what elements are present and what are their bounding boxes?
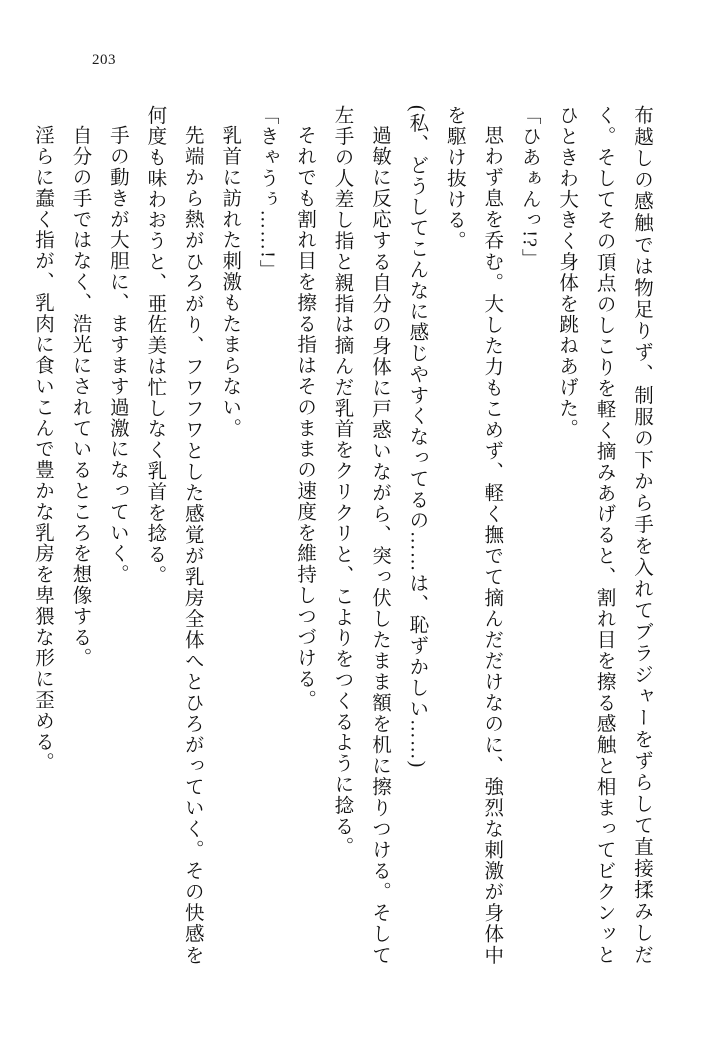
paragraph: 布越しの感触では物足りず、制服の下から手を入れてブラジャーをずらして直接揉みしだく。そしてその頂点のしこりを軽く摘みあげると、割れ目を擦る感触と相まってビクンッとひときわ大きく身体を跳ねあげた。 (556, 105, 652, 965)
paragraph: 思わず息を呑む。大した力もこめず、軽く撫でて摘んだだけなのに、強烈な刺激が身体中を駆け抜ける。 (443, 105, 503, 965)
vertical-text-body (32, 105, 660, 965)
paragraph: 「きゃうぅ……!」 (256, 105, 278, 281)
paragraph: 自分の手ではなく、浩光にされているところを想像する。 (69, 124, 91, 668)
paragraph: 先端から熱がひろがり、フワフワとした感覚が乳房全体へとひろがっていく。その快感を何度も味わおうと、亜佐美は忙しなく乳首を捻る。 (144, 105, 203, 965)
paragraph: 淫らに蠢く指が、乳肉に食いこんで豊かな乳房を卑猥な形に歪める。 (32, 124, 53, 773)
paragraph: 「ひあぁんっ!?」 (518, 105, 540, 270)
paragraph: それでも割れ目を擦る指はそのままの速度を維持しつづける。 (294, 124, 316, 710)
paragraph: 過敏に反応する自分の身体に戸惑いながら、突っ伏したまま額を机に擦りつける。そして左手の人差し指と親指は摘んだ乳首をクリクリと、こよりをつくるように捻る。 (331, 105, 390, 965)
paragraph: (私、どうしてこんなに感じやすくなってるの……は、恥ずかしい……) (406, 105, 428, 769)
page-number: 203 (92, 52, 116, 68)
paragraph: 乳首に訪れた刺激もたまらない。 (219, 124, 241, 438)
paragraph: 手の動きが大胆に、ますます過激になっていく。 (106, 124, 128, 585)
